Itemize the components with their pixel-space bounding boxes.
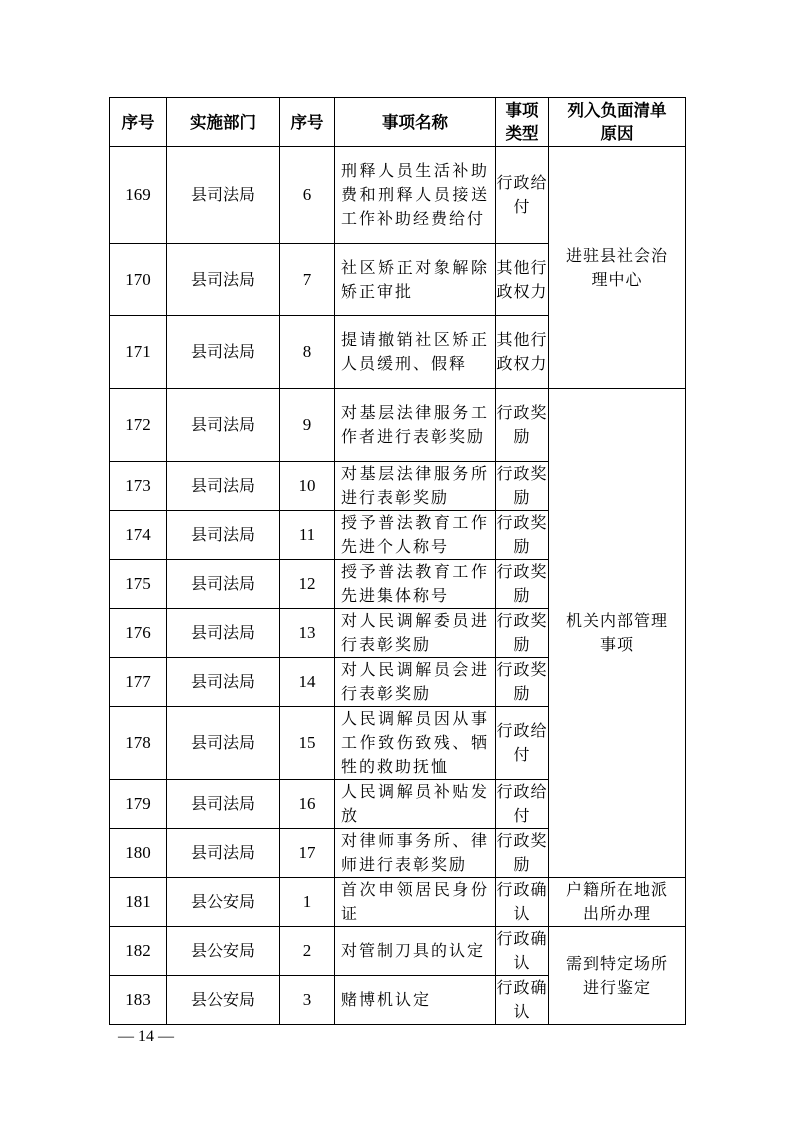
row-type: 行政确认 — [496, 927, 549, 976]
row-item: 授予普法教育工作先进个人称号 — [335, 511, 496, 560]
row-seq: 173 — [110, 462, 167, 511]
row-subseq: 1 — [280, 878, 335, 927]
row-dept: 县公安局 — [167, 878, 280, 927]
row-subseq: 9 — [280, 389, 335, 462]
row-dept: 县司法局 — [167, 780, 280, 829]
row-item: 人民调解员因从事工作致伤致残、牺牲的救助抚恤 — [335, 707, 496, 780]
row-dept: 县司法局 — [167, 829, 280, 878]
row-item: 对人民调解员会进行表彰奖励 — [335, 658, 496, 707]
row-type: 行政奖励 — [496, 389, 549, 462]
row-dept: 县司法局 — [167, 658, 280, 707]
reason-cell: 需到特定场所进行鉴定 — [549, 927, 686, 1025]
row-subseq: 16 — [280, 780, 335, 829]
row-seq: 183 — [110, 976, 167, 1025]
row-dept: 县司法局 — [167, 609, 280, 658]
row-item: 对基层法律服务工作者进行表彰奖励 — [335, 389, 496, 462]
row-subseq: 10 — [280, 462, 335, 511]
row-subseq: 13 — [280, 609, 335, 658]
row-subseq: 15 — [280, 707, 335, 780]
row-subseq: 8 — [280, 316, 335, 389]
row-item: 赌博机认定 — [335, 976, 496, 1025]
row-seq: 169 — [110, 147, 167, 244]
row-seq: 176 — [110, 609, 167, 658]
row-type: 其他行政权力 — [496, 244, 549, 316]
row-seq: 170 — [110, 244, 167, 316]
row-type: 行政奖励 — [496, 658, 549, 707]
row-type: 行政给付 — [496, 707, 549, 780]
header-reason: 列入负面清单原因 — [549, 98, 686, 147]
row-dept: 县司法局 — [167, 147, 280, 244]
row-dept: 县司法局 — [167, 389, 280, 462]
row-seq: 178 — [110, 707, 167, 780]
row-subseq: 7 — [280, 244, 335, 316]
row-dept: 县公安局 — [167, 976, 280, 1025]
row-dept: 县司法局 — [167, 511, 280, 560]
header-subseq: 序号 — [280, 98, 335, 147]
row-seq: 180 — [110, 829, 167, 878]
row-seq: 171 — [110, 316, 167, 389]
row-subseq: 3 — [280, 976, 335, 1025]
row-seq: 179 — [110, 780, 167, 829]
reason-cell: 机关内部管理事项 — [549, 389, 686, 878]
row-item: 对基层法律服务所进行表彰奖励 — [335, 462, 496, 511]
row-seq: 181 — [110, 878, 167, 927]
row-seq: 182 — [110, 927, 167, 976]
row-item: 首次申领居民身份证 — [335, 878, 496, 927]
row-type: 行政确认 — [496, 976, 549, 1025]
row-type: 行政奖励 — [496, 560, 549, 609]
row-seq: 177 — [110, 658, 167, 707]
row-type: 行政奖励 — [496, 462, 549, 511]
reason-cell: 进驻县社会治理中心 — [549, 147, 686, 389]
row-type: 行政确认 — [496, 878, 549, 927]
row-seq: 174 — [110, 511, 167, 560]
header-item: 事项名称 — [335, 98, 496, 147]
row-item: 对管制刀具的认定 — [335, 927, 496, 976]
table-row — [110, 878, 686, 927]
row-dept: 县司法局 — [167, 462, 280, 511]
row-item: 人民调解员补贴发放 — [335, 780, 496, 829]
negative-list-table — [109, 97, 686, 1025]
row-type: 行政给付 — [496, 147, 549, 244]
row-type: 其他行政权力 — [496, 316, 549, 389]
row-seq: 172 — [110, 389, 167, 462]
table-row — [110, 927, 686, 976]
row-subseq: 17 — [280, 829, 335, 878]
table-row — [110, 147, 686, 244]
row-subseq: 12 — [280, 560, 335, 609]
reason-cell: 户籍所在地派出所办理 — [549, 878, 686, 927]
row-item: 社区矫正对象解除矫正审批 — [335, 244, 496, 316]
row-dept: 县公安局 — [167, 927, 280, 976]
header-type: 事项类型 — [496, 98, 549, 147]
row-dept: 县司法局 — [167, 707, 280, 780]
row-subseq: 11 — [280, 511, 335, 560]
row-dept: 县司法局 — [167, 316, 280, 389]
table-row — [110, 389, 686, 462]
row-subseq: 6 — [280, 147, 335, 244]
row-subseq: 2 — [280, 927, 335, 976]
row-item: 刑释人员生活补助费和刑释人员接送工作补助经费给付 — [335, 147, 496, 244]
table-header-row — [110, 98, 686, 147]
row-item: 对律师事务所、律师进行表彰奖励 — [335, 829, 496, 878]
row-item: 提请撤销社区矫正人员缓刑、假释 — [335, 316, 496, 389]
header-seq: 序号 — [110, 98, 167, 147]
row-subseq: 14 — [280, 658, 335, 707]
row-type: 行政奖励 — [496, 829, 549, 878]
row-seq: 175 — [110, 560, 167, 609]
row-item: 对人民调解委员进行表彰奖励 — [335, 609, 496, 658]
row-type: 行政给付 — [496, 780, 549, 829]
page-number: — 14 — — [118, 1028, 174, 1045]
row-type: 行政奖励 — [496, 511, 549, 560]
row-dept: 县司法局 — [167, 244, 280, 316]
header-dept: 实施部门 — [167, 98, 280, 147]
row-dept: 县司法局 — [167, 560, 280, 609]
row-type: 行政奖励 — [496, 609, 549, 658]
row-item: 授予普法教育工作先进集体称号 — [335, 560, 496, 609]
